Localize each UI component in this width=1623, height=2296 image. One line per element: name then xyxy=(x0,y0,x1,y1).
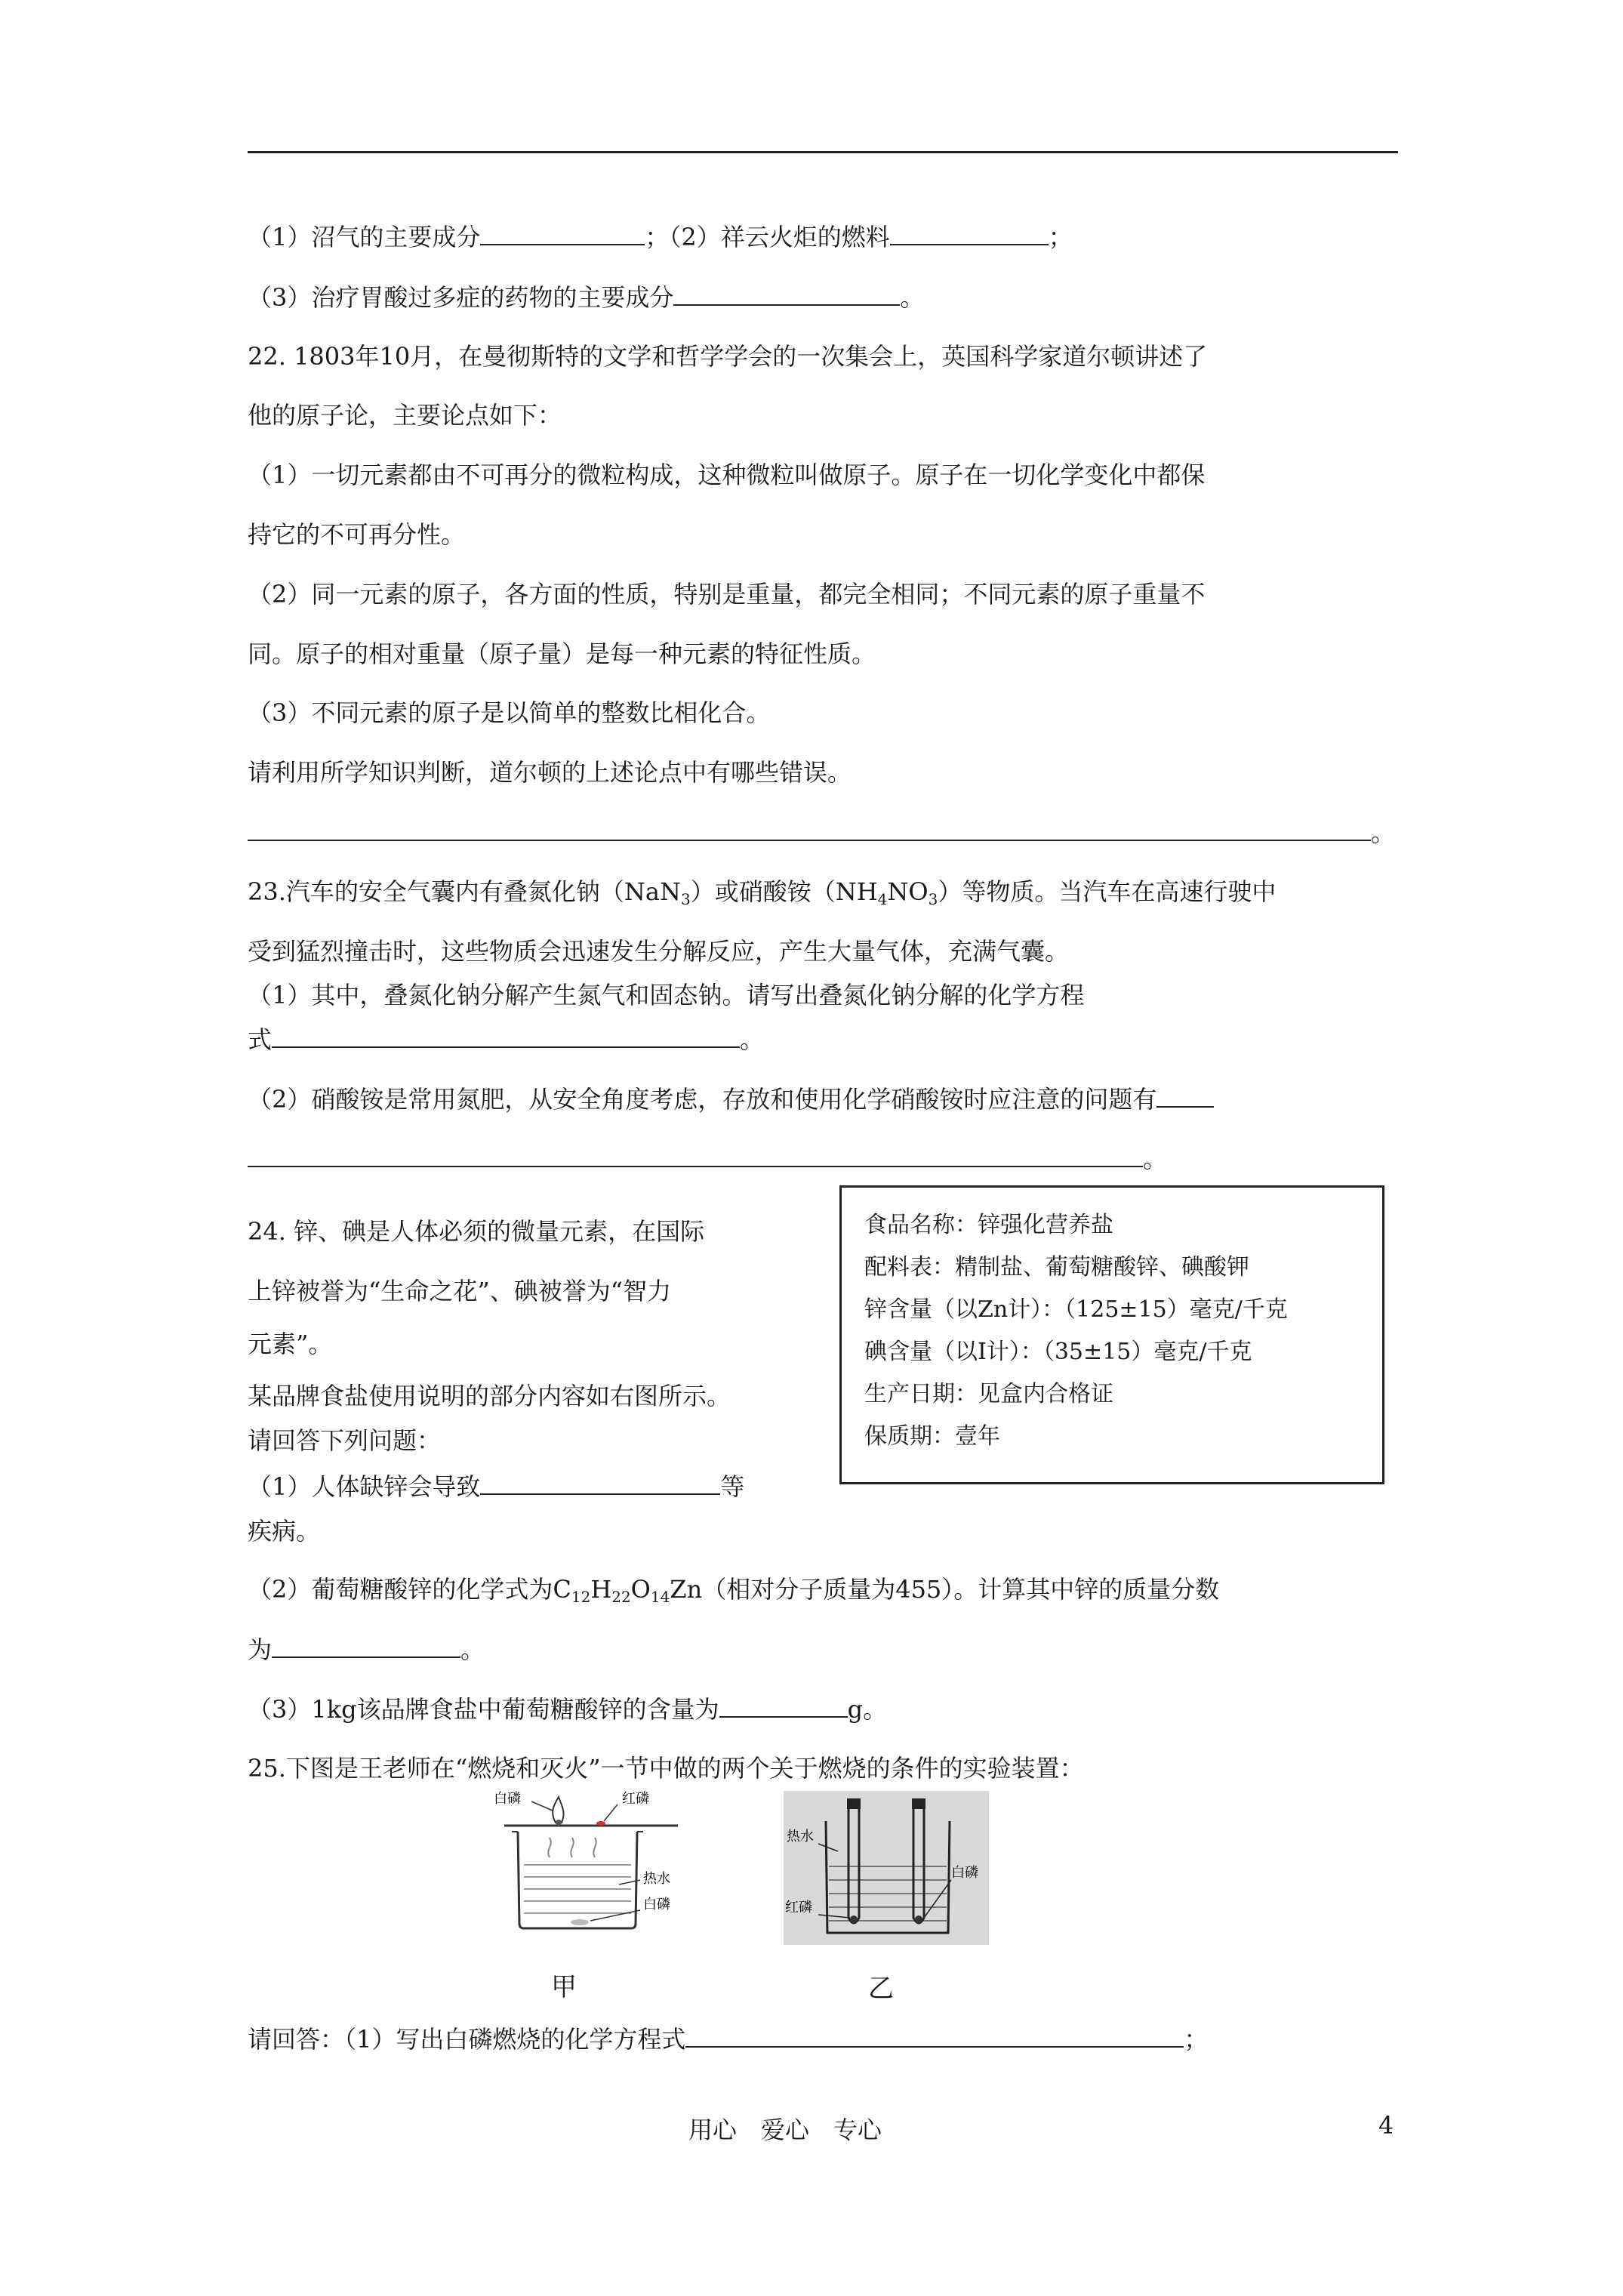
figure-caption-b: 乙 xyxy=(868,1974,894,2004)
q22-line: 22. 1803年10月，在曼彻斯特的文学和哲学学会的一次集会上，英国科学家道尔顿讲述了 xyxy=(248,342,1208,371)
beaker-figure-a xyxy=(489,1789,693,1940)
page-number: 4 xyxy=(1378,2111,1394,2140)
q24-text: O xyxy=(630,1575,651,1604)
q25-line: 25.下图是王老师在“燃烧和灭火”一节中做的两个关于燃烧的条件的实验装置： xyxy=(248,1754,1084,1783)
q23-text: 式 xyxy=(248,1025,273,1054)
q23-text: （2）硝酸铵是常用氮肥，从安全角度考虑，存放和使用化学硝酸铵时应注意的问题有 xyxy=(248,1085,1157,1114)
salt-label-box xyxy=(839,1185,1384,1484)
q23-line4 xyxy=(248,1024,764,1055)
q24-line8 xyxy=(248,1574,1219,1604)
fig-a-hot-water: 热水 xyxy=(643,1871,670,1887)
label-row: 锌含量（以Zn计）：（125±15）毫克/千克 xyxy=(864,1296,1288,1323)
q23-text: 。 xyxy=(1143,1145,1168,1173)
q24-text: （2）葡萄糖酸锌的化学式为C xyxy=(248,1575,571,1604)
q22-line: 同。原子的相对重量（原子量）是每一种元素的特征性质。 xyxy=(248,639,876,668)
q24-text: Zn（相对分子质量为455）。计算其中锌的质量分数 xyxy=(670,1575,1220,1604)
q21-text: 。 xyxy=(900,283,925,312)
answer-blank[interactable] xyxy=(1156,1083,1214,1108)
q24-line: 疾病。 xyxy=(248,1517,321,1546)
answer-blank[interactable] xyxy=(480,1471,720,1495)
q25-text: 请回答：（1）写出白磷燃烧的化学方程式 xyxy=(248,2025,686,2054)
answer-blank[interactable] xyxy=(890,221,1049,245)
answer-blank[interactable] xyxy=(248,817,1371,841)
q25-text: ； xyxy=(1184,2025,1209,2054)
q21-line1 xyxy=(248,221,1073,252)
q24-line10 xyxy=(248,1693,887,1724)
q23-answer-line xyxy=(248,1143,1167,1174)
figure-caption-a: 甲 xyxy=(551,1972,577,2002)
fig-a-white-p-bottom: 白磷 xyxy=(643,1897,670,1912)
q23-line5 xyxy=(248,1083,1214,1114)
q24-line: 上锌被誉为“生命之花”、碘被誉为“智力 xyxy=(248,1277,672,1305)
q24-line: 某品牌食盐使用说明的部分内容如右图所示。 xyxy=(248,1382,731,1410)
q24-line6 xyxy=(248,1471,744,1502)
q22-line: （3）不同元素的原子是以简单的整数比相化合。 xyxy=(248,698,771,727)
q24-text: 。 xyxy=(460,1635,485,1664)
q23-text: 23.汽车的安全气囊内有叠氮化钠（NaN xyxy=(248,877,681,906)
q24-text: 等 xyxy=(720,1472,745,1501)
answer-blank[interactable] xyxy=(685,2023,1184,2048)
label-row: 保质期：壹年 xyxy=(864,1423,1000,1450)
label-row: 食品名称：锌强化营养盐 xyxy=(864,1212,1113,1238)
answer-blank[interactable] xyxy=(480,221,645,245)
q21-text: （1）沼气的主要成分 xyxy=(248,223,481,251)
q21-text: （3）治疗胃酸过多症的药物的主要成分 xyxy=(248,283,674,312)
subscript: 12 xyxy=(571,1588,591,1606)
q23-text: ）等物质。当汽车在高速行驶中 xyxy=(938,877,1277,906)
fig-a-red-p: 红磷 xyxy=(622,1791,649,1807)
fig-a-white-p-top: 白磷 xyxy=(494,1791,521,1807)
subscript: 14 xyxy=(650,1588,670,1606)
label-row: 碘含量（以I计）：（35±15）毫克/千克 xyxy=(864,1339,1252,1365)
subscript: 4 xyxy=(877,890,888,908)
subscript: 3 xyxy=(928,890,938,908)
q22-line: 持它的不可再分性。 xyxy=(248,520,466,549)
q23-text: 。 xyxy=(740,1025,765,1054)
label-row: 配料表：精制盐、葡萄糖酸锌、碘酸钾 xyxy=(864,1254,1249,1281)
q23-text: NO xyxy=(887,877,929,906)
q23-line: 受到猛烈撞击时，这些物质会迅速发生分解反应，产生大量气体，充满气囊。 xyxy=(248,937,1070,966)
q25-line2 xyxy=(248,2023,1208,2054)
label-row: 生产日期：见盒内合格证 xyxy=(864,1381,1113,1407)
q24-text: （1）人体缺锌会导致 xyxy=(248,1472,481,1501)
subscript: 3 xyxy=(680,890,691,908)
header-rule xyxy=(248,151,1398,153)
q21-line2 xyxy=(248,282,924,313)
q21-text: ；（2）祥云火炬的燃料 xyxy=(645,223,890,251)
answer-blank[interactable] xyxy=(272,1024,740,1048)
q22-text: 。 xyxy=(1371,818,1396,847)
q24-line: 请回答下列问题： xyxy=(248,1426,442,1455)
q22-line: （1）一切元素都由不可再分的微粒构成，这种微粒叫做原子。原子在一切化学变化中都保 xyxy=(248,461,1206,489)
q23-line1 xyxy=(248,877,1276,907)
subscript: 22 xyxy=(611,1588,631,1606)
q22-line: （2）同一元素的原子，各方面的性质，特别是重量，都完全相同；不同元素的原子重量不 xyxy=(248,580,1206,609)
answer-blank[interactable] xyxy=(272,1634,460,1658)
page-footer: 用心 爱心 专心 xyxy=(688,2116,882,2144)
q22-line: 他的原子论，主要论点如下： xyxy=(248,401,562,430)
fig-b-red-p: 红磷 xyxy=(785,1900,812,1915)
q21-text: ； xyxy=(1048,223,1073,251)
fig-b-white-p: 白磷 xyxy=(951,1865,978,1881)
q23-line: （1）其中，叠氮化钠分解产生氮气和固态钠。请写出叠氮化钠分解的化学方程 xyxy=(248,981,1085,1009)
answer-blank[interactable] xyxy=(719,1693,848,1718)
beaker-figure-b xyxy=(784,1791,989,1945)
answer-blank[interactable] xyxy=(248,1143,1143,1167)
q22-answer-line xyxy=(248,817,1395,848)
fig-b-hot-water: 热水 xyxy=(787,1829,814,1845)
q24-text: 为 xyxy=(248,1635,273,1664)
q23-text: ）或硝酸铵（NH xyxy=(690,877,878,906)
q24-line: 元素”。 xyxy=(248,1330,333,1358)
q24-text: g。 xyxy=(847,1695,888,1724)
q24-line: 24. 锌、碘是人体必须的微量元素，在国际 xyxy=(248,1217,705,1246)
q24-text: H xyxy=(590,1575,612,1604)
q24-text: （3）1kg该品牌食盐中葡萄糖酸锌的含量为 xyxy=(248,1695,719,1724)
q24-line9 xyxy=(248,1634,485,1665)
q22-line: 请利用所学知识判断，道尔顿的上述论点中有哪些错误。 xyxy=(248,758,852,787)
answer-blank[interactable] xyxy=(673,282,900,306)
